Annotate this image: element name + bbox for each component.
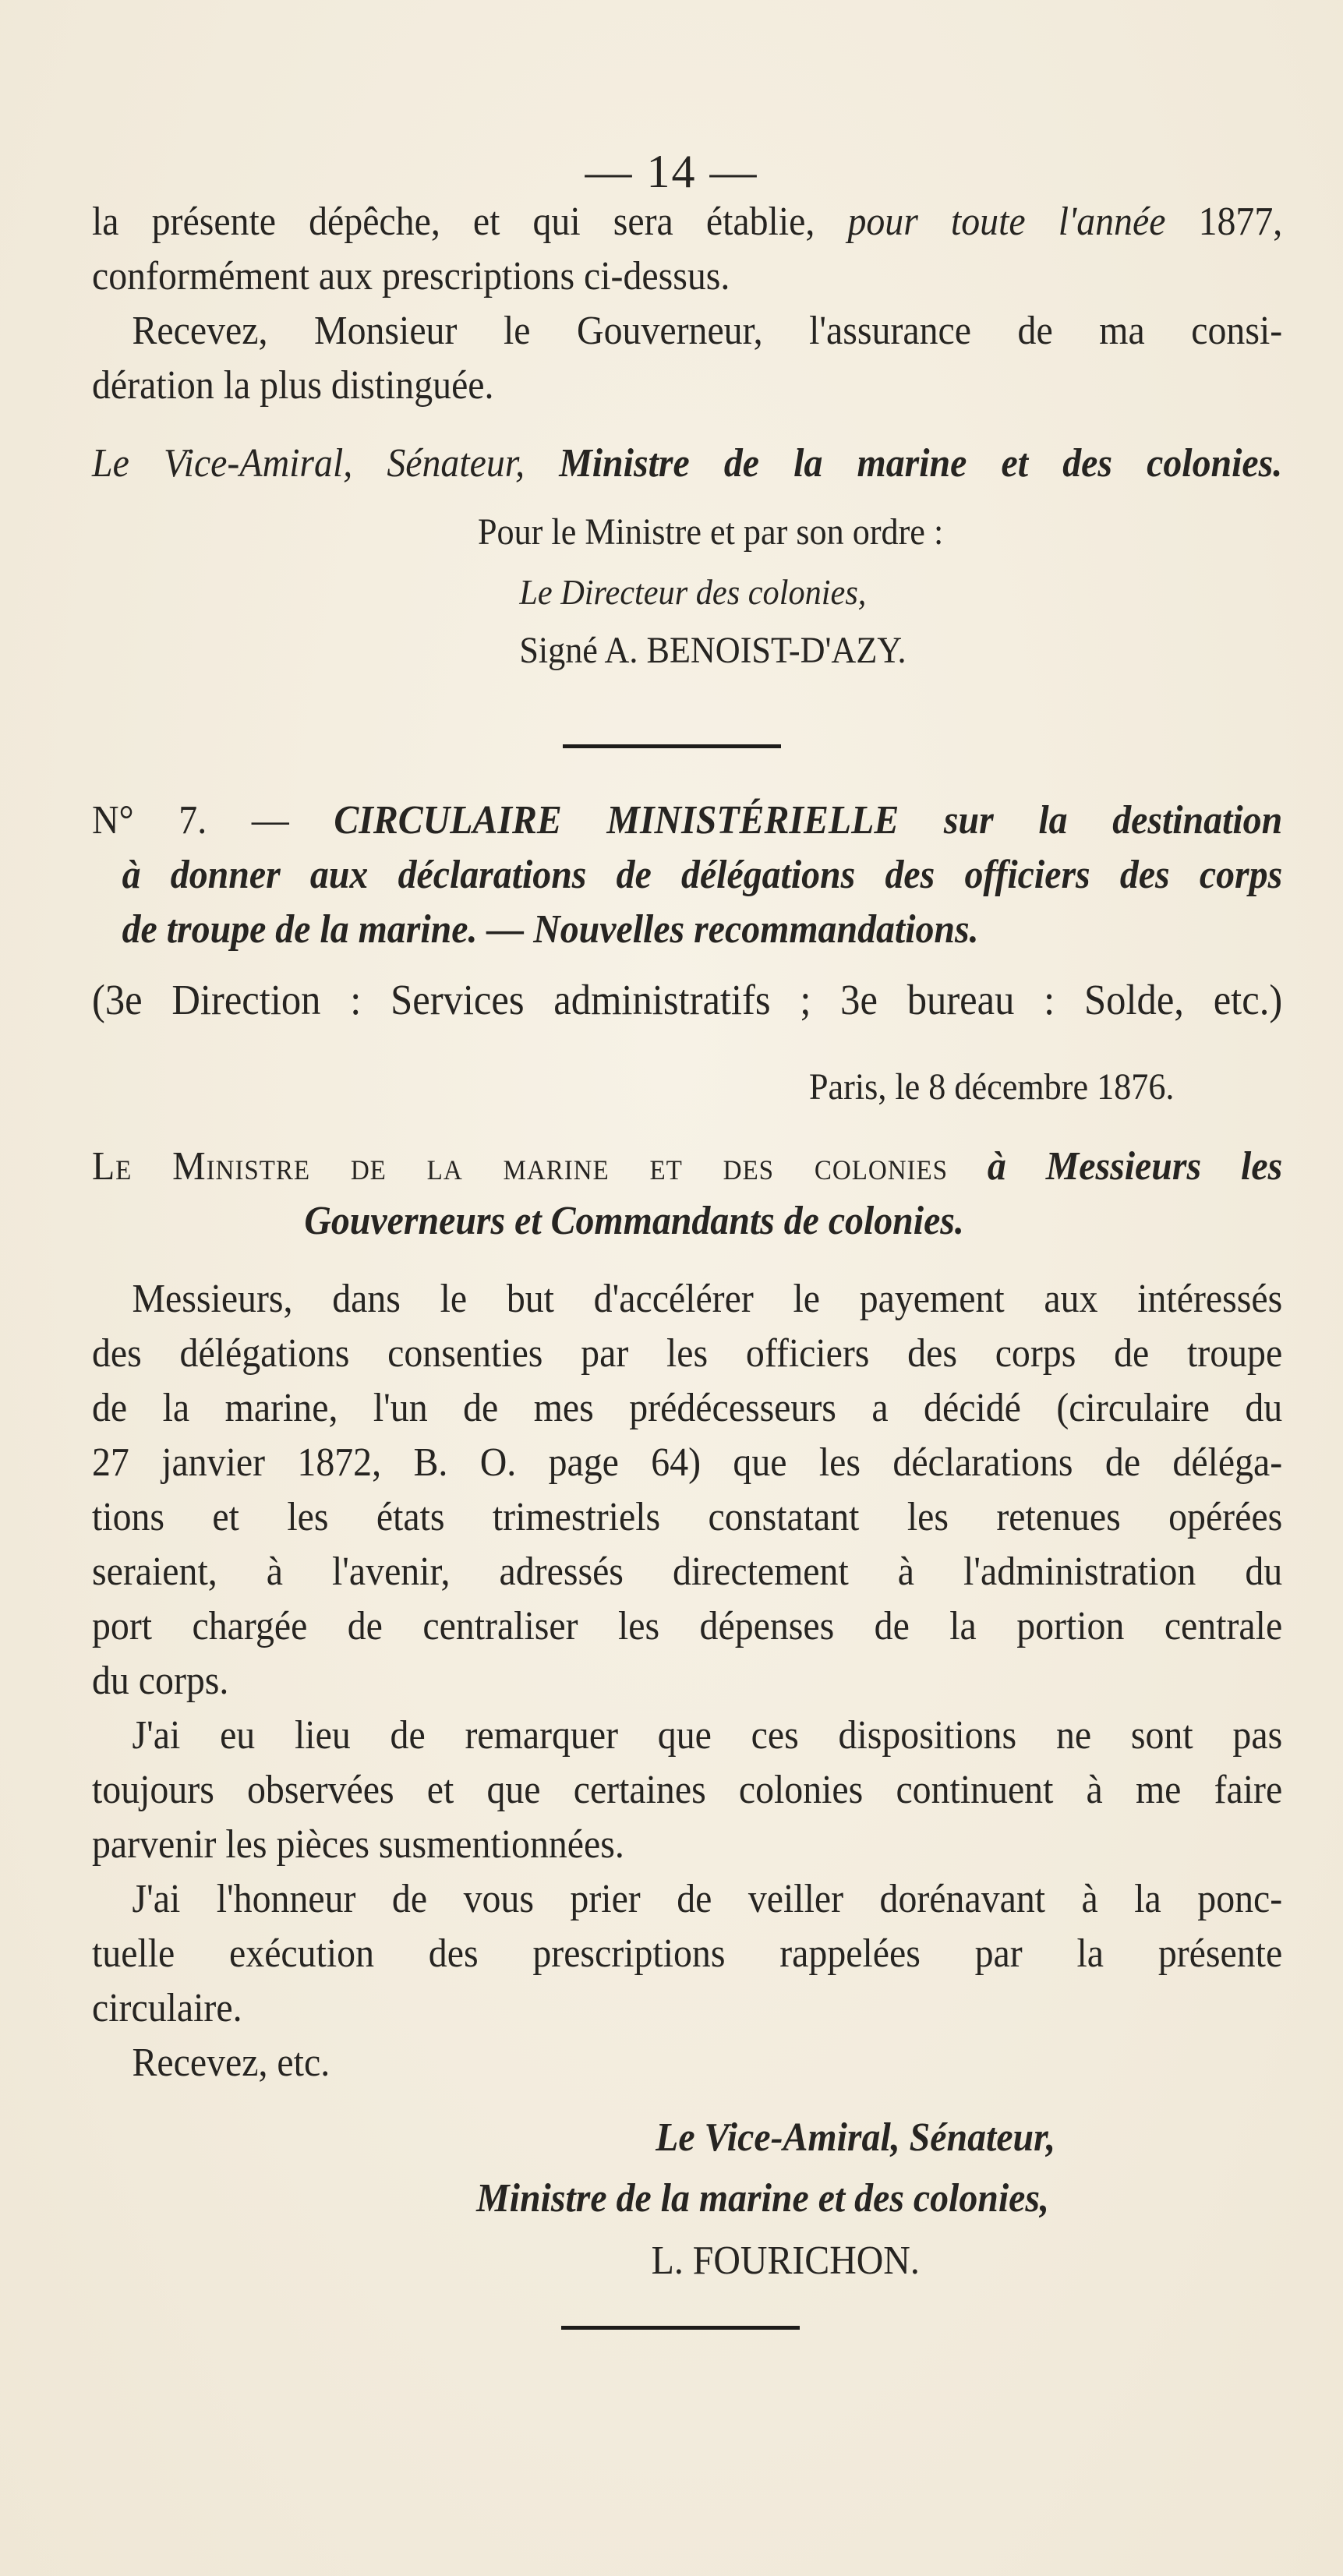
signature2-line-2: Ministre de la marine et des colonies, <box>476 2176 1049 2221</box>
body-p2-line: parvenir les pièces susmentionnées. <box>92 1822 624 1867</box>
body-p3-line: circulaire. <box>92 1986 242 2030</box>
address-block <box>92 1140 1282 1249</box>
body-p1-line: des délégations consenties par les officiers des corps de troupe <box>92 1331 1283 1376</box>
circular-title-line-2: à donner aux déclarations de délégations des officiers des corps <box>122 853 1283 897</box>
body-p2-line: toujours observées et que certaines colonies continuent à me faire <box>92 1768 1283 1812</box>
body-paragraph-3 <box>92 1872 1282 2036</box>
circular-title-line-3: de troupe de la marine. — Nouvelles recommandations. <box>122 907 979 952</box>
closing-formula: Recevez, etc. <box>132 2041 330 2085</box>
body-p1-line: tions et les états trimestriels constatant les retenues opérées <box>92 1495 1283 1539</box>
intro-block <box>92 195 1282 413</box>
body-p2-line: J'ai eu lieu de remarquer que ces dispositions ne sont pas <box>132 1713 1283 1758</box>
body-p1-line: port chargée de centraliser les dépenses de la portion centrale <box>92 1604 1283 1648</box>
body-p3-line: tuelle exécution des prescriptions rappelées par la présente <box>92 1931 1283 1976</box>
circular-title-line-1: N° 7. — CIRCULAIRE MINISTÉRIELLE sur la destination <box>92 798 1283 843</box>
body-p3-line: J'ai l'honneur de vous prier de veiller dorénavant à la ponc- <box>132 1877 1283 1921</box>
address-line-1: Le Ministre de la marine et des colonies à Messieurs les <box>92 1144 1283 1189</box>
intro-line-2: conformément aux prescriptions ci-dessus. <box>92 254 730 299</box>
signature2-line-3: L. FOURICHON. <box>651 2239 920 2283</box>
intro-line-4: dération la plus distinguée. <box>92 363 494 408</box>
signature1-director: Le Directeur des colonies, <box>519 572 867 612</box>
circular-dateline: Paris, le 8 décembre 1876. <box>809 1066 1175 1108</box>
body-p1-line: seraient, à l'avenir, adressés directement à l'administration du <box>92 1549 1283 1594</box>
signature1-title: Le Vice-Amiral, Sénateur, Ministre de la marine et des colonies. <box>92 441 1283 486</box>
section-divider-rule <box>563 744 781 748</box>
end-divider-rule <box>561 2326 800 2330</box>
intro-line-1: la présente dépêche, et qui sera établie, pour toute l'année 1877, <box>92 200 1283 244</box>
body-p1-line: de la marine, l'un de mes prédécesseurs a décidé (circulaire du <box>92 1386 1283 1430</box>
circular-direction: (3e Direction : Services administratifs ; 3e bureau : Solde, etc.) <box>92 976 1283 1023</box>
signature1-order: Pour le Ministre et par son ordre : <box>477 511 944 553</box>
signature2-line-1: Le Vice-Amiral, Sénateur, <box>656 2115 1056 2160</box>
body-paragraph-2 <box>92 1708 1282 1872</box>
body-p1-line: du corps. <box>92 1659 229 1703</box>
body-p1-line: 27 janvier 1872, B. O. page 64) que les déclarations de déléga- <box>92 1440 1283 1485</box>
body-p1-line: Messieurs, dans le but d'accélérer le payement aux intéressés <box>132 1277 1283 1321</box>
signature1-signed: Signé A. BENOIST-D'AZY. <box>519 630 907 671</box>
circular-heading <box>92 793 1282 957</box>
address-line-2: Gouverneurs et Commandants de colonies. <box>304 1199 964 1243</box>
body-paragraph-1 <box>92 1272 1282 1708</box>
page-number: — 14 — <box>585 146 758 197</box>
intro-line-3: Recevez, Monsieur le Gouverneur, l'assurance de ma consi- <box>132 309 1283 353</box>
